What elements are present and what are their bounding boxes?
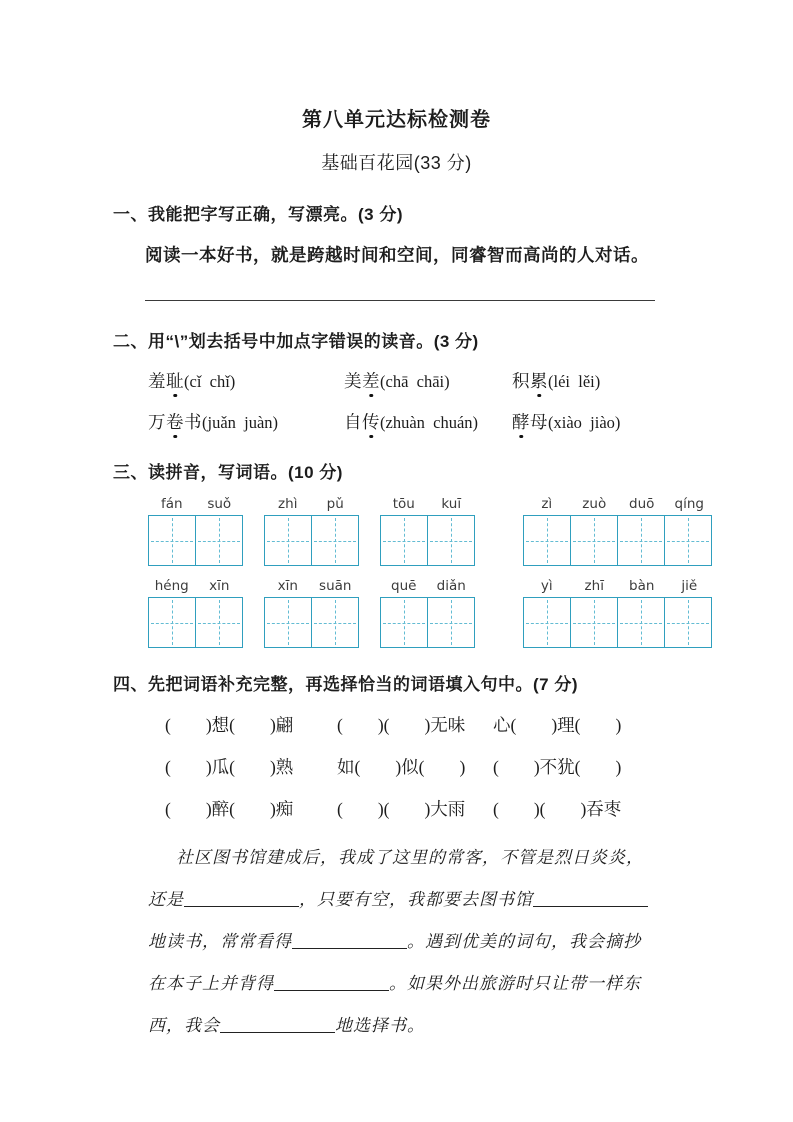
handwriting-line xyxy=(145,300,655,301)
answer-blank xyxy=(292,934,407,949)
pinyin-label: diǎn xyxy=(436,578,466,594)
writing-cell xyxy=(380,597,428,648)
section-4-heading: 四、先把词语补充完整，再选择恰当的词语填入句中。(7 分) xyxy=(113,675,578,694)
pinyin-label: suǒ xyxy=(207,496,232,512)
writing-cell xyxy=(523,597,571,648)
idiom-blank-chunk: ( )想( )翩 xyxy=(165,715,294,735)
idiom-blank-chunk: 心( )理( ) xyxy=(493,715,622,735)
writing-cell xyxy=(148,515,196,566)
dotted-hanzi: 差 xyxy=(362,368,380,393)
writing-grid-group xyxy=(523,496,713,566)
writing-grid-group xyxy=(148,496,243,566)
writing-cell xyxy=(665,515,712,566)
idiom-blank-chunk: ( )瓜( )熟 xyxy=(165,757,294,777)
pinyin-choice-row xyxy=(148,409,743,434)
page-title: 第八单元达标检测卷 xyxy=(302,109,491,131)
dotted-hanzi: 传 xyxy=(362,409,380,434)
pinyin-choice-row xyxy=(148,368,743,393)
dotted-hanzi: 酵 xyxy=(512,409,530,434)
hanzi: 万 xyxy=(148,412,166,432)
writing-cell xyxy=(428,597,475,648)
pinyin-label: xīn xyxy=(209,578,230,594)
writing-cell xyxy=(665,597,712,648)
pinyin-options: (chā chāi) xyxy=(380,372,450,391)
pinyin-label: kuī xyxy=(441,496,462,512)
hanzi: 母 xyxy=(530,412,548,432)
writing-grid-group xyxy=(264,496,359,566)
pinyin-label: pǔ xyxy=(326,496,344,512)
pinyin-label: zhì xyxy=(278,496,298,512)
idiom-row xyxy=(165,712,743,737)
pinyin-choice-item xyxy=(512,368,600,393)
fill-paragraph xyxy=(148,837,708,1047)
section-1-heading: 一、我能把字写正确，写漂亮。(3 分) xyxy=(113,205,403,224)
hanzi: 羞 xyxy=(148,371,166,391)
writing-grid-group xyxy=(523,578,713,648)
writing-cell xyxy=(148,597,196,648)
writing-grid-row xyxy=(148,578,743,648)
writing-grid-group xyxy=(380,578,475,648)
answer-blank xyxy=(533,892,648,907)
pinyin-label: xīn xyxy=(277,578,298,594)
pinyin-choice-item xyxy=(344,409,512,434)
idiom-blank-chunk: ( )( )无味 xyxy=(337,715,466,735)
idiom-blank-chunk: ( )醉( )痴 xyxy=(165,799,294,819)
writing-cell xyxy=(312,515,359,566)
writing-grid-group xyxy=(264,578,359,648)
idiom-row xyxy=(165,796,743,821)
pinyin-label: héng xyxy=(154,578,189,594)
idiom-row xyxy=(165,754,743,779)
paragraph-line: 还是 ，只要有空，我都要去图书馆 xyxy=(148,879,708,921)
writing-grid-group xyxy=(148,578,243,648)
paragraph-line: 地读书，常常看得 。遇到优美的词句，我会摘抄 xyxy=(148,932,641,952)
hanzi: 书 xyxy=(184,412,202,432)
page-subtitle: 基础百花园(33 分) xyxy=(321,153,472,173)
writing-cell xyxy=(380,515,428,566)
pinyin-label: zuò xyxy=(582,496,607,512)
idiom-blank-chunk: ( )不犹( ) xyxy=(493,757,622,777)
writing-cell xyxy=(428,515,475,566)
pinyin-label: zhī xyxy=(584,578,604,594)
section-2-heading: 二、用“\”划去括号中加点字错误的读音。(3 分) xyxy=(113,332,479,351)
pinyin-label: quē xyxy=(391,578,417,594)
pinyin-options: (zhuàn chuán) xyxy=(380,413,479,432)
writing-cell xyxy=(571,515,618,566)
pinyin-label: bàn xyxy=(629,578,655,594)
pinyin-choice-item xyxy=(344,368,512,393)
dotted-hanzi: 耻 xyxy=(166,368,184,393)
writing-cell xyxy=(312,597,359,648)
writing-cell xyxy=(264,597,312,648)
paper-header xyxy=(0,0,793,175)
idiom-blank-chunk: ( )( )大雨 xyxy=(337,799,466,819)
pinyin-options: (léi lěi) xyxy=(548,372,601,391)
idiom-blank-chunk: ( )( )吞枣 xyxy=(493,799,622,819)
writing-cell xyxy=(196,597,243,648)
writing-cell xyxy=(264,515,312,566)
hanzi: 美 xyxy=(344,371,362,391)
pinyin-label: jiě xyxy=(681,578,698,594)
pinyin-label: yì xyxy=(540,578,553,594)
paper-body xyxy=(0,200,793,1047)
hanzi: 自 xyxy=(344,412,362,432)
pinyin-choice-item xyxy=(148,409,344,434)
pinyin-label: qíng xyxy=(674,496,704,512)
pinyin-label: duō xyxy=(629,496,655,512)
writing-grid-group xyxy=(380,496,475,566)
writing-cell xyxy=(571,597,618,648)
dotted-hanzi: 累 xyxy=(530,368,548,393)
writing-cell xyxy=(618,597,665,648)
writing-cell xyxy=(523,515,571,566)
answer-blank xyxy=(274,976,389,991)
writing-grid-row xyxy=(148,496,743,566)
pinyin-choice-item xyxy=(512,409,620,434)
dotted-hanzi: 卷 xyxy=(166,409,184,434)
pinyin-label: zì xyxy=(541,496,553,512)
answer-blank xyxy=(220,1018,335,1033)
writing-cell xyxy=(618,515,665,566)
hanzi: 积 xyxy=(512,371,530,391)
paragraph-line: 社区图书馆建成后，我成了这里的常客，不管是烈日炎炎， xyxy=(176,848,644,868)
answer-blank xyxy=(184,892,299,907)
pinyin-options: (cǐ chǐ) xyxy=(184,372,236,391)
paragraph-line: 在本子上并背得 。如果外出旅游时只让带一样东 xyxy=(148,974,641,994)
copy-sentence: 阅读一本好书，就是跨越时间和空间，同睿智而高尚的人对话。 xyxy=(145,245,649,265)
pinyin-options: (juǎn juàn) xyxy=(202,413,279,432)
paragraph-line: 西，我会 地选择书。 xyxy=(148,1016,425,1036)
section-3-heading: 三、读拼音，写词语。(10 分) xyxy=(113,463,343,482)
writing-cell xyxy=(196,515,243,566)
pinyin-label: fán xyxy=(160,496,183,512)
pinyin-label: tōu xyxy=(392,496,415,512)
idiom-blank-chunk: 如( )似( ) xyxy=(337,757,466,777)
pinyin-choice-item xyxy=(148,368,344,393)
pinyin-options: (xiào jiào) xyxy=(548,413,621,432)
pinyin-label: suān xyxy=(319,578,352,594)
